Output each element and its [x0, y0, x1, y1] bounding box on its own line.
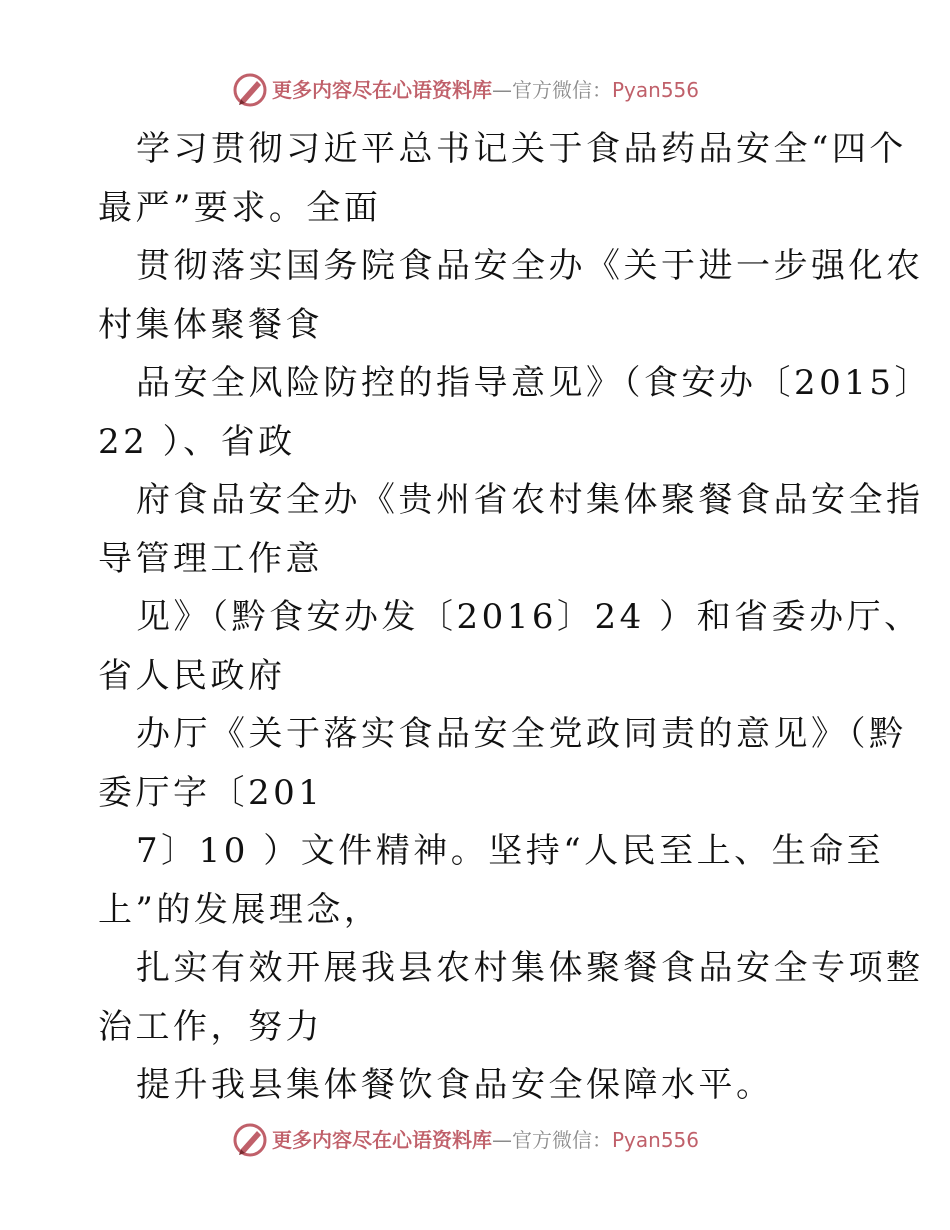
paragraph-line: 贯彻落实国务院食品安全办《关于进一步强化农: [136, 246, 924, 286]
header-banner: [0, 70, 950, 110]
banner-wechat-id: Pyan556: [612, 78, 700, 102]
banner-official-label: —官方微信：: [492, 1128, 612, 1152]
banner-brand: 更多内容尽在心语资料库: [272, 1128, 492, 1152]
paragraph-line: 治工作，努力: [98, 1006, 323, 1047]
paragraph-line: 村集体聚餐食: [98, 304, 323, 345]
paragraph-line: 上”的发展理念，: [98, 889, 382, 930]
paragraph-line: 省人民政府: [98, 655, 286, 696]
paragraph-line: 导管理工作意: [98, 538, 323, 579]
banner-brand: 更多内容尽在心语资料库: [272, 78, 492, 102]
banner-text: [272, 78, 699, 102]
footer-banner: [0, 1120, 950, 1160]
banner-wechat-id: Pyan556: [612, 1128, 700, 1152]
banner-official-label: —官方微信：: [492, 78, 612, 102]
banner-text: [272, 1128, 699, 1152]
paragraph-line: 学习贯彻习近平总书记关于食品药品安全“四个: [136, 129, 907, 169]
paragraph-line: 委厅字〔201: [98, 772, 324, 813]
document-body: [98, 120, 933, 1115]
paragraph-line: 品安全风险防控的指导意见》（食安办〔2015〕: [136, 363, 933, 403]
paragraph-line: 见》（黔食安办发〔2016〕24 ）和省委办厅、: [136, 597, 922, 637]
paragraph-line: 提升我县集体餐饮食品安全保障水平。: [136, 1065, 774, 1105]
paragraph-line: 办厅《关于落实食品安全党政同责的意见》（黔: [136, 714, 907, 754]
paragraph-line: 最严”要求。全面: [98, 187, 382, 228]
pen-logo-icon: [232, 72, 268, 108]
paragraph-line: 府食品安全办《贵州省农村集体聚餐食品安全指: [136, 480, 924, 520]
pen-logo-icon: [232, 1122, 268, 1158]
paragraph-line: 扎实有效开展我县农村集体聚餐食品安全专项整: [136, 948, 924, 988]
paragraph-line: 7〕10 ）文件精神。坚持“人民至上、生命至: [136, 831, 885, 871]
paragraph-line: 22 ）、省政: [98, 421, 296, 462]
